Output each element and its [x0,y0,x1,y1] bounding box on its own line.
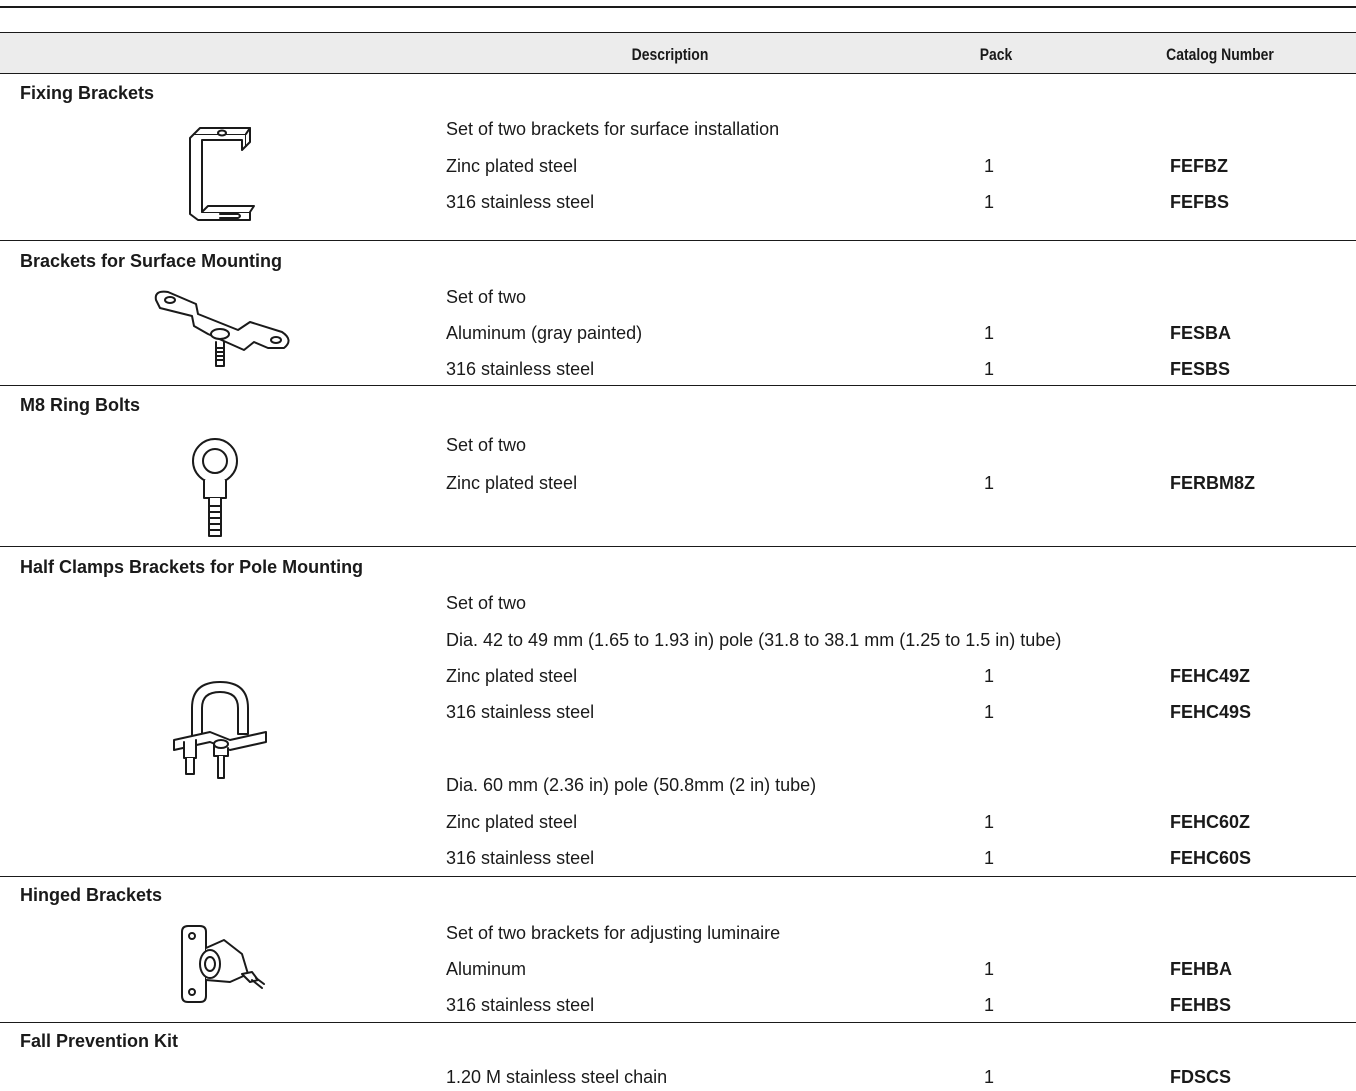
column-header-description: Description [631,45,709,64]
catalog-number: FEHC60Z [1170,812,1251,832]
description-text: 316 stainless steel [446,192,595,212]
section-title: Fixing Brackets [20,83,155,103]
section-title: Fall Prevention Kit [20,1031,179,1051]
description-text: 316 stainless steel [446,702,595,722]
section-divider [0,876,1356,877]
pack-value: 1 [984,959,995,979]
description-text: Zinc plated steel [446,156,578,176]
description-text: Aluminum (gray painted) [446,323,643,343]
description-text: Zinc plated steel [446,666,578,686]
column-header-pack: Pack [979,45,1013,64]
surface-mount-bracket-icon [150,288,296,370]
description-text: Set of two brackets for adjusting luminaire [446,923,781,943]
catalog-number: FEHC49Z [1170,666,1251,686]
section-divider [0,385,1356,386]
description-text: Dia. 42 to 49 mm (1.65 to 1.93 in) pole (31.8 to 38.1 mm (1.25 to 1.5 in) tube) [446,630,1062,650]
half-clamp-bracket-icon [170,678,270,782]
section-title: Hinged Brackets [20,885,163,905]
pack-value: 1 [984,666,995,686]
catalog-number: FESBS [1170,359,1231,379]
description-text: 316 stainless steel [446,359,595,379]
section-divider [0,546,1356,547]
catalog-number: FEHC49S [1170,702,1252,722]
section-divider [0,1022,1356,1023]
catalog-number: FEHBA [1170,959,1232,979]
description-text: Zinc plated steel [446,812,578,832]
section-title: Brackets for Surface Mounting [20,251,283,271]
description-text: Zinc plated steel [446,473,578,493]
pack-value: 1 [984,359,995,379]
description-text: Aluminum [446,959,527,979]
hinged-bracket-icon [178,924,268,1004]
catalog-number: FEHC60S [1170,848,1252,868]
pack-value: 1 [984,1067,995,1087]
description-text: 316 stainless steel [446,848,595,868]
catalog-number: FERBM8Z [1170,473,1255,493]
catalog-number: FESBA [1170,323,1232,343]
pack-value: 1 [984,156,995,176]
fixing-bracket-icon [180,126,260,224]
catalog-number: FEFBS [1170,192,1230,212]
pack-value: 1 [984,848,995,868]
description-text: Set of two [446,593,527,613]
description-text: Set of two [446,287,527,307]
ring-bolt-icon [190,436,240,540]
section-divider [0,240,1356,241]
pack-value: 1 [984,702,995,722]
column-header-catalog-number: Catalog Number [1166,45,1274,64]
description-text: 316 stainless steel [446,995,595,1015]
section-title: Half Clamps Brackets for Pole Mounting [20,557,364,577]
description-text: Dia. 60 mm (2.36 in) pole (50.8mm (2 in) tube) [446,775,817,795]
top-rule [0,6,1356,8]
pack-value: 1 [984,995,995,1015]
pack-value: 1 [984,192,995,212]
catalog-number: FDSCS [1170,1067,1232,1087]
pack-value: 1 [984,473,995,493]
description-text: Set of two [446,435,527,455]
pack-value: 1 [984,812,995,832]
catalog-number: FEHBS [1170,995,1232,1015]
description-text: Set of two brackets for surface installation [446,119,780,139]
table-header [0,32,1356,74]
catalog-number: FEFBZ [1170,156,1228,176]
section-title: M8 Ring Bolts [20,395,140,415]
description-text: 1.20 M stainless steel chain [446,1067,668,1087]
pack-value: 1 [984,323,995,343]
